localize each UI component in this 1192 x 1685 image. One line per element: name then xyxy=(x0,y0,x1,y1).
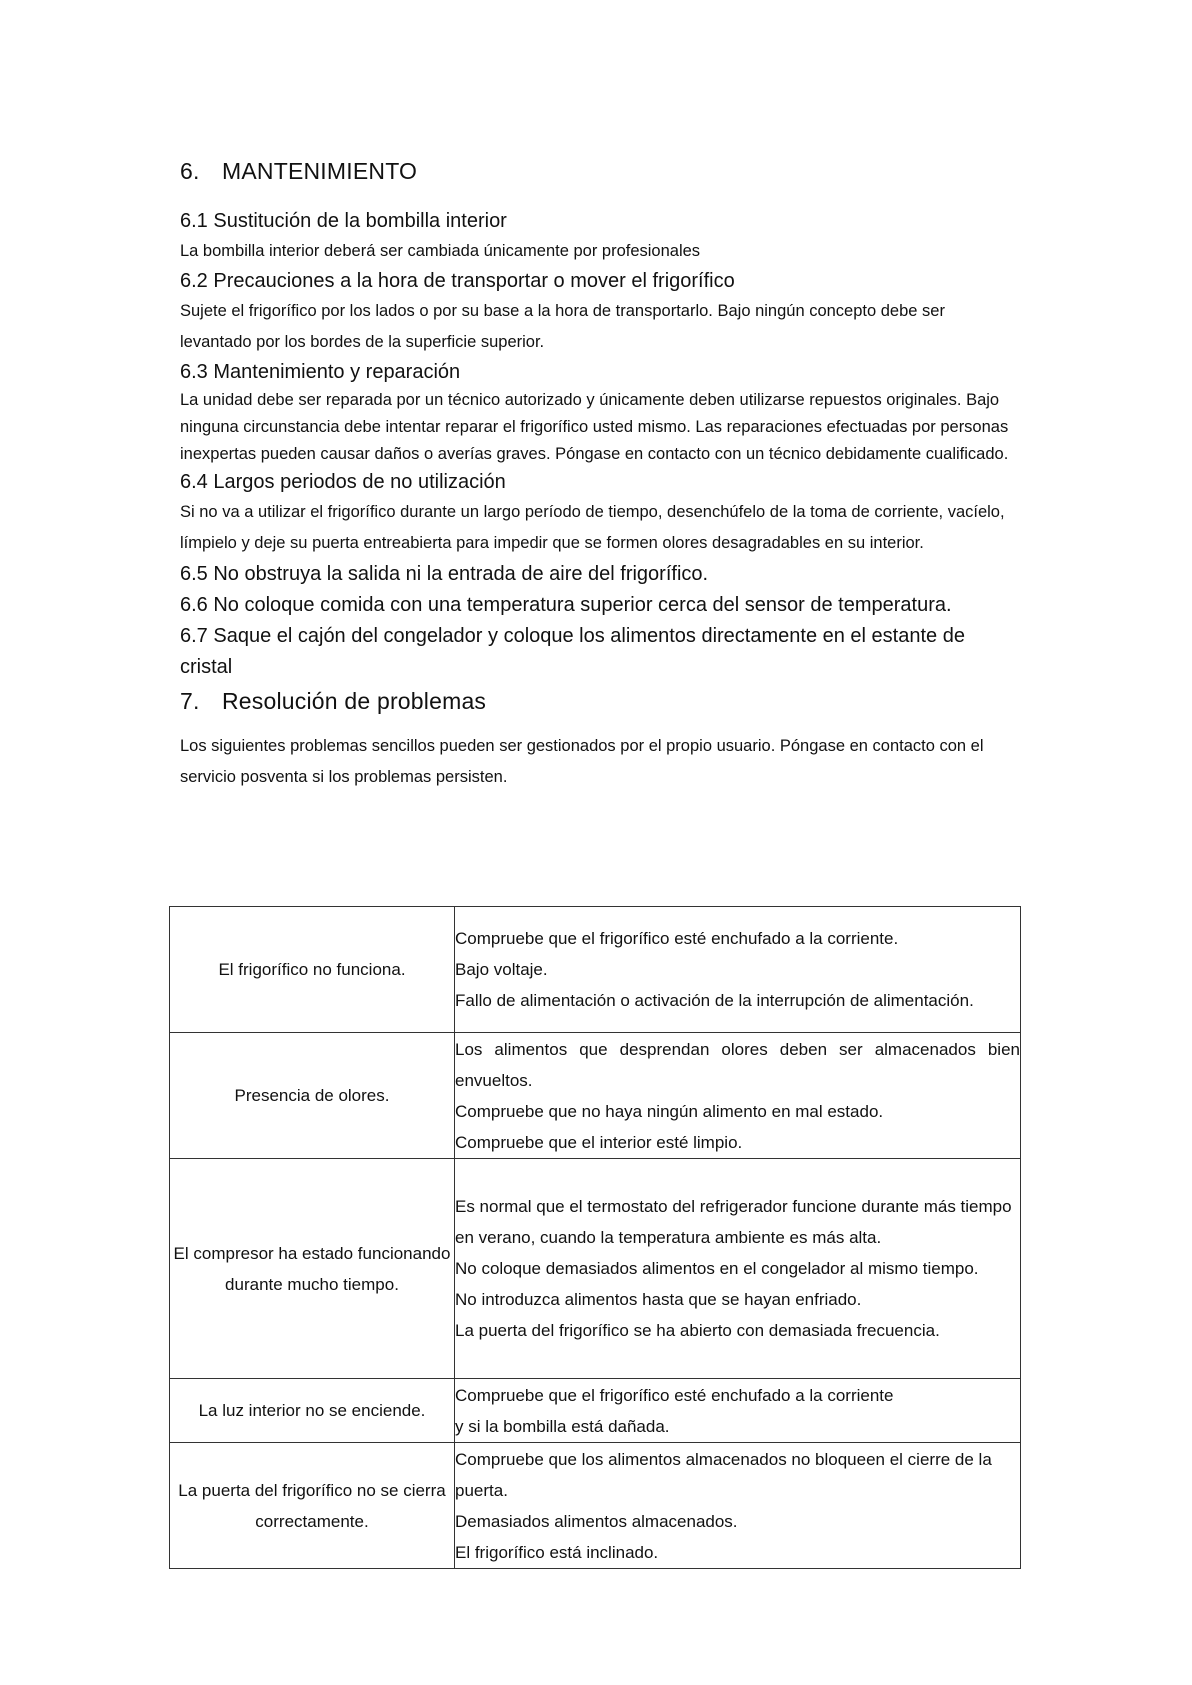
cause-item: No introduzca alimentos hasta que se hayan enfriado. xyxy=(455,1290,862,1309)
table-row xyxy=(170,1379,1021,1443)
causes-cell xyxy=(455,1379,1021,1443)
cause-item: No coloque demasiados alimentos en el congelador al mismo tiempo. xyxy=(455,1259,979,1278)
section-6-4-heading: 6.4 Largos periodos de no utilización xyxy=(180,471,506,493)
document-page xyxy=(180,155,1020,793)
section-6-3-text: La unidad debe ser reparada por un técnico autorizado y únicamente deben utilizarse repuestos originales. Bajo ninguna circunstancia debe intentar reparar el frigorífico usted mismo. Las reparaciones efectuadas por personas inexpertas pueden causar daños o averías graves. Póngase en contacto con un técnico debidamente cualificado. xyxy=(180,391,1009,463)
cause-item: Bajo voltaje. xyxy=(455,960,548,979)
cause-item: La puerta del frigorífico se ha abierto con demasiada frecuencia. xyxy=(455,1321,940,1340)
cause-item: Compruebe que el frigorífico esté enchufado a la corriente. xyxy=(455,929,899,948)
cause-item: Compruebe que no haya ningún alimento en mal estado. xyxy=(455,1101,884,1121)
section-6-4-text: Si no va a utilizar el frigorífico durante un largo período de tiempo, desenchúfelo de la toma de corriente, vacíelo, límpielo y deje su puerta entreabierta para impedir que se formen olores desagradables en su interior. xyxy=(180,503,1005,552)
causes-cell xyxy=(455,1033,1021,1159)
section-6-3-heading: 6.3 Mantenimiento y reparación xyxy=(180,361,461,383)
section-6-2-heading: 6.2 Precauciones a la hora de transportar o mover el frigorífico xyxy=(180,270,735,292)
troubleshooting-table xyxy=(169,906,1021,1569)
cause-item: Compruebe que el frigorífico esté enchufado a la corriente xyxy=(455,1385,894,1405)
cause-item: Demasiados alimentos almacenados. xyxy=(455,1511,738,1531)
cause-item: y si la bombilla está dañada. xyxy=(455,1416,670,1436)
causes-cell xyxy=(455,907,1021,1033)
table-row xyxy=(170,1033,1021,1159)
symptom-cell: Presencia de olores. xyxy=(170,1033,455,1159)
symptom-cell: La puerta del frigorífico no se cierra correctamente. xyxy=(170,1443,455,1569)
symptom-cell: La luz interior no se enciende. xyxy=(170,1379,455,1443)
cause-item: Los alimentos que desprendan olores deben ser almacenados bien envueltos. xyxy=(455,1039,1020,1090)
section-7-intro: Los siguientes problemas sencillos pueden ser gestionados por el propio usuario. Póngase en contacto con el servicio posventa si los problemas persisten. xyxy=(180,737,984,786)
section-6-6-heading: 6.6 No coloque comida con una temperatura superior cerca del sensor de temperatura. xyxy=(180,594,952,616)
section-6-1-heading: 6.1 Sustitución de la bombilla interior xyxy=(180,210,507,232)
table-row xyxy=(170,907,1021,1033)
symptom-cell: El compresor ha estado funcionando durante mucho tiempo. xyxy=(170,1159,455,1379)
section-6-title: 6. MANTENIMIENTO xyxy=(180,158,418,184)
causes-cell xyxy=(455,1159,1021,1379)
symptom-cell: El frigorífico no funciona. xyxy=(170,907,455,1033)
table-row xyxy=(170,1159,1021,1379)
causes-cell xyxy=(455,1443,1021,1569)
section-6-2-text: Sujete el frigorífico por los lados o por su base a la hora de transportarlo. Bajo ningún concepto debe ser levantado por los bordes de la superficie superior. xyxy=(180,302,945,351)
section-6-1-text: La bombilla interior deberá ser cambiada únicamente por profesionales xyxy=(180,242,701,260)
cause-item: Compruebe que los alimentos almacenados no bloqueen el cierre de la puerta. xyxy=(455,1449,992,1500)
section-7-title: 7. Resolución de problemas xyxy=(180,688,487,714)
section-6-5-heading: 6.5 No obstruya la salida ni la entrada de aire del frigorífico. xyxy=(180,563,709,585)
cause-item: Fallo de alimentación o activación de la interrupción de alimentación. xyxy=(455,991,974,1010)
cause-item: El frigorífico está inclinado. xyxy=(455,1542,659,1562)
table-row xyxy=(170,1443,1021,1569)
cause-item: Es normal que el termostato del refrigerador funcione durante más tiempo en verano, cuando la temperatura ambiente es más alta. xyxy=(455,1197,1012,1247)
section-6-7-heading: 6.7 Saque el cajón del congelador y coloque los alimentos directamente en el estante de cristal xyxy=(180,625,965,678)
cause-item: Compruebe que el interior esté limpio. xyxy=(455,1132,743,1152)
